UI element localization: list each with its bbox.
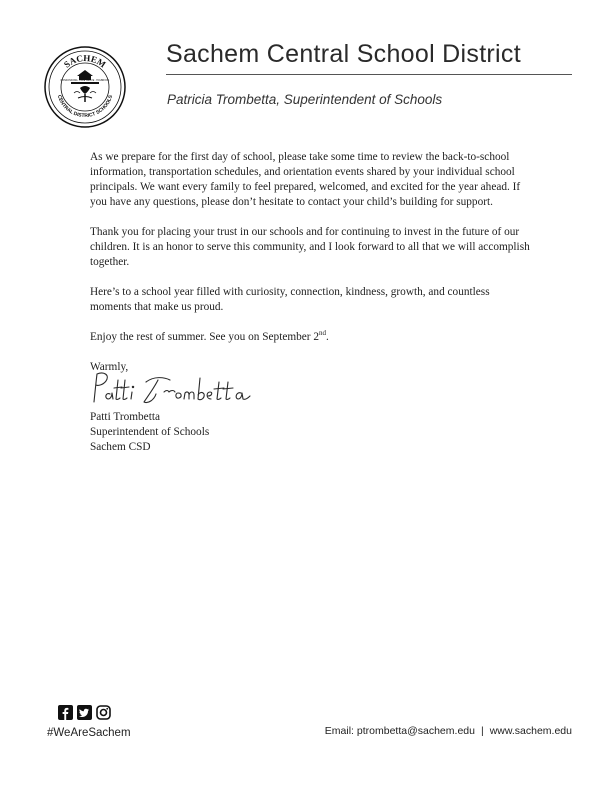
letter-body (90, 150, 530, 390)
date-ordinal-suffix: nd (319, 329, 327, 338)
paragraph-4-text: Enjoy the rest of summer. See you on September 2 (90, 331, 320, 343)
social-icons (58, 705, 111, 720)
superintendent-title: Patricia Trombetta, Superintendent of Schools (167, 92, 443, 107)
district-seal-logo (44, 46, 126, 128)
email-link[interactable]: ptrombetta@sachem.edu (356, 725, 475, 737)
signer-org: Sachem CSD (90, 441, 151, 453)
signer-title: Superintendent of Schools (90, 426, 210, 438)
contact-separator: | (480, 725, 484, 737)
svg-text:RONKONKOMA · LAKE GROVE · HOLB: RONKONKOMA · LAKE GROVE · HOLBROOK (60, 80, 110, 82)
twitter-icon[interactable] (77, 705, 92, 720)
header-divider (166, 74, 572, 75)
svg-text:CENTRAL DISTRICT SCHOOLS: CENTRAL DISTRICT SCHOOLS (55, 94, 115, 120)
email-label: Email: (324, 725, 354, 737)
paragraph-4 (90, 330, 530, 345)
paragraph-2: Thank you for placing your trust in our schools and for continuing to invest in the future of our children. It is an honor to serve this community, and I look forward to all that we will accomplish together. (90, 226, 530, 268)
hashtag: #WeAreSachem (47, 727, 131, 739)
paragraph-4-end: . (326, 331, 329, 343)
instagram-icon[interactable] (96, 705, 111, 720)
handwritten-signature (88, 368, 278, 408)
closing: Warmly, (90, 361, 129, 373)
contact-info (325, 725, 572, 737)
signer-name: Patti Trombetta (90, 411, 160, 423)
district-name: Sachem Central School District (166, 40, 521, 68)
svg-text:SACHEM: SACHEM (62, 52, 108, 70)
paragraph-1: As we prepare for the first day of school, please take some time to review the back-to-school information, transportation schedules, and orientation events shared by your individual school principals. We want every family to feel prepared, welcomed, and excited for the year ahead. If you have any questions, please don’t hesitate to contact your child’s building for support. (90, 151, 521, 208)
website-link[interactable]: www.sachem.edu (489, 725, 572, 737)
signature-block (90, 410, 209, 455)
paragraph-3: Here’s to a school year filled with curiosity, connection, kindness, growth, and countless moments that make us proud. (90, 286, 490, 313)
facebook-icon[interactable] (58, 705, 73, 720)
